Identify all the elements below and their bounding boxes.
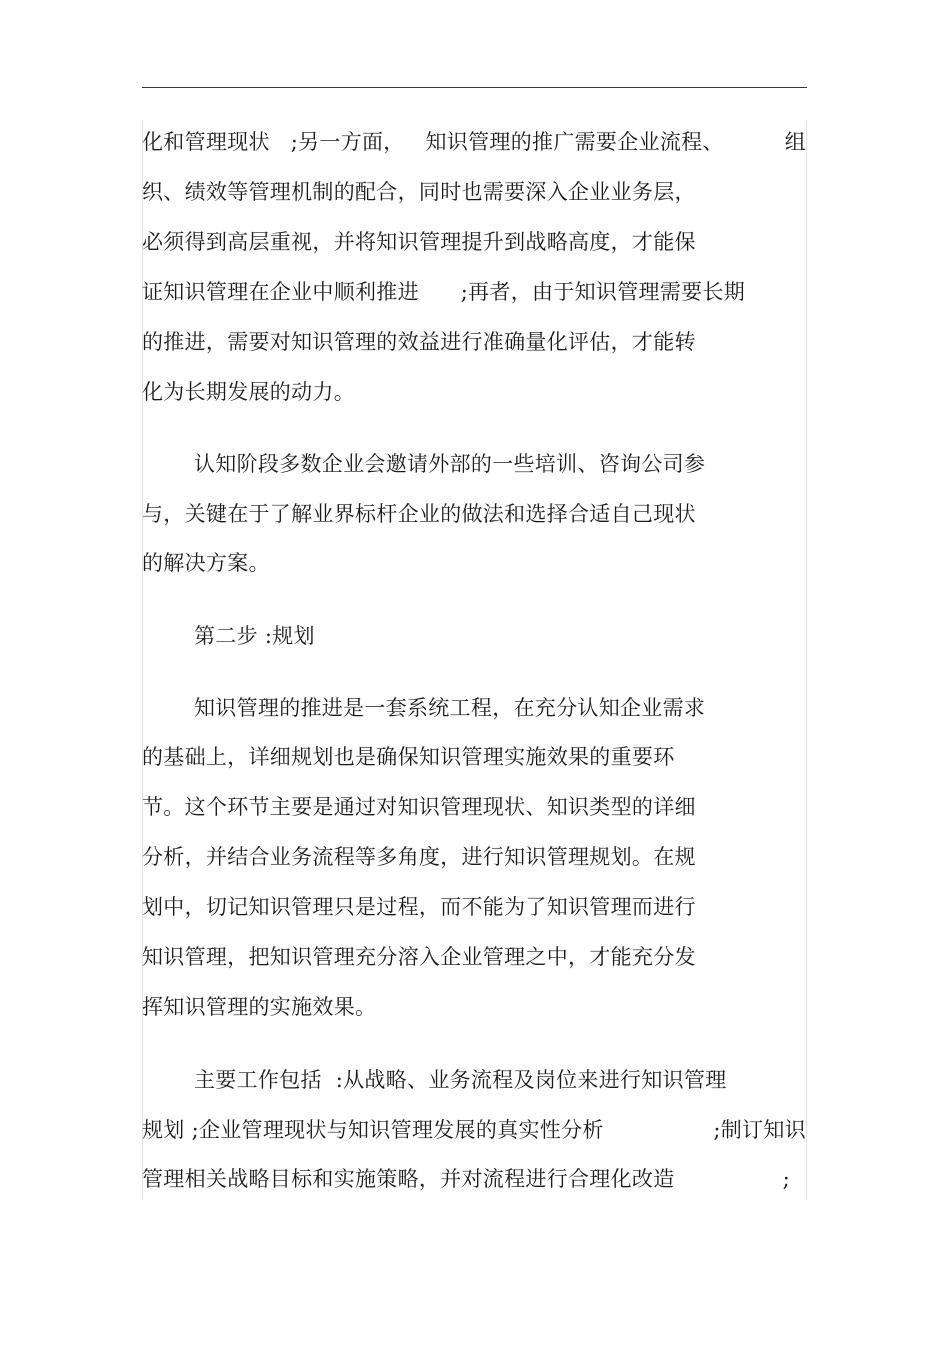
paragraph-1-line-3: 必须得到高层重视，并将知识管理提升到战略高度，才能保 [142,230,696,254]
paragraph-1-line-2: 织、绩效等管理机制的配合，同时也需要深入企业业务层， [142,180,696,204]
header-rule [142,87,807,88]
paragraph-2-line-3: 的解决方案。 [142,551,270,575]
paragraph-3-line-7: 挥知识管理的实施效果。 [142,995,377,1019]
paragraph-3-line-5: 划中，切记知识管理只是过程，而不能为了知识管理而进行 [142,895,696,919]
paragraph-4-line-3-text: 管理相关战略目标和实施策略，并对流程进行合理化改造 [142,1167,675,1191]
paragraph-4-line-1: 主要工作包括 :从战略、业务流程及岗位来进行知识管理 [194,1068,727,1092]
paragraph-3-line-2: 的基础上，详细规划也是确保知识管理实施效果的重要环 [142,745,675,769]
paragraph-3-line-3: 节。这个环节主要是通过对知识管理现状、知识类型的详细 [142,795,696,819]
paragraph-1-line-6: 化为长期发展的动力。 [142,380,355,404]
paragraph-4-line-3 [142,1165,790,1193]
paragraph-4-line-3-tail: ; [782,1167,790,1191]
page-frame-right-border [806,120,807,1200]
paragraph-4-line-2 [142,1116,806,1144]
paragraph-3-line-6: 知识管理，把知识管理充分溶入企业管理之中，才能充分发 [142,945,696,969]
paragraph-1-line-1 [142,128,806,156]
paragraph-3-line-1: 知识管理的推进是一套系统工程，在充分认知企业需求 [194,696,706,720]
section-heading-step-2: 第二步 :规划 [194,624,315,648]
paragraph-3-line-4: 分析，并结合业务流程等多角度，进行知识管理规划。在规 [142,845,696,869]
paragraph-1-line-4: 证知识管理在企业中顺利推进 ;再者，由于知识管理需要长期 [142,280,746,304]
paragraph-4-line-2-text: 规划 ;企业管理现状与知识管理发展的真实性分析 [142,1118,604,1142]
paragraph-2-line-2: 与，关键在于了解业界标杆企业的做法和选择合适自己现状 [142,502,696,526]
paragraph-4-line-2-tail: ;制订知识 [713,1118,806,1142]
paragraph-1-line-1-tail: 组 [784,130,806,154]
paragraph-1-line-1-text: 化和管理现状 ;另一方面， 知识管理的推广需要企业流程、 [142,130,724,154]
paragraph-2-line-1: 认知阶段多数企业会邀请外部的一些培训、咨询公司参 [194,452,706,476]
paragraph-1-line-5: 的推进，需要对知识管理的效益进行准确量化评估，才能转 [142,330,696,354]
